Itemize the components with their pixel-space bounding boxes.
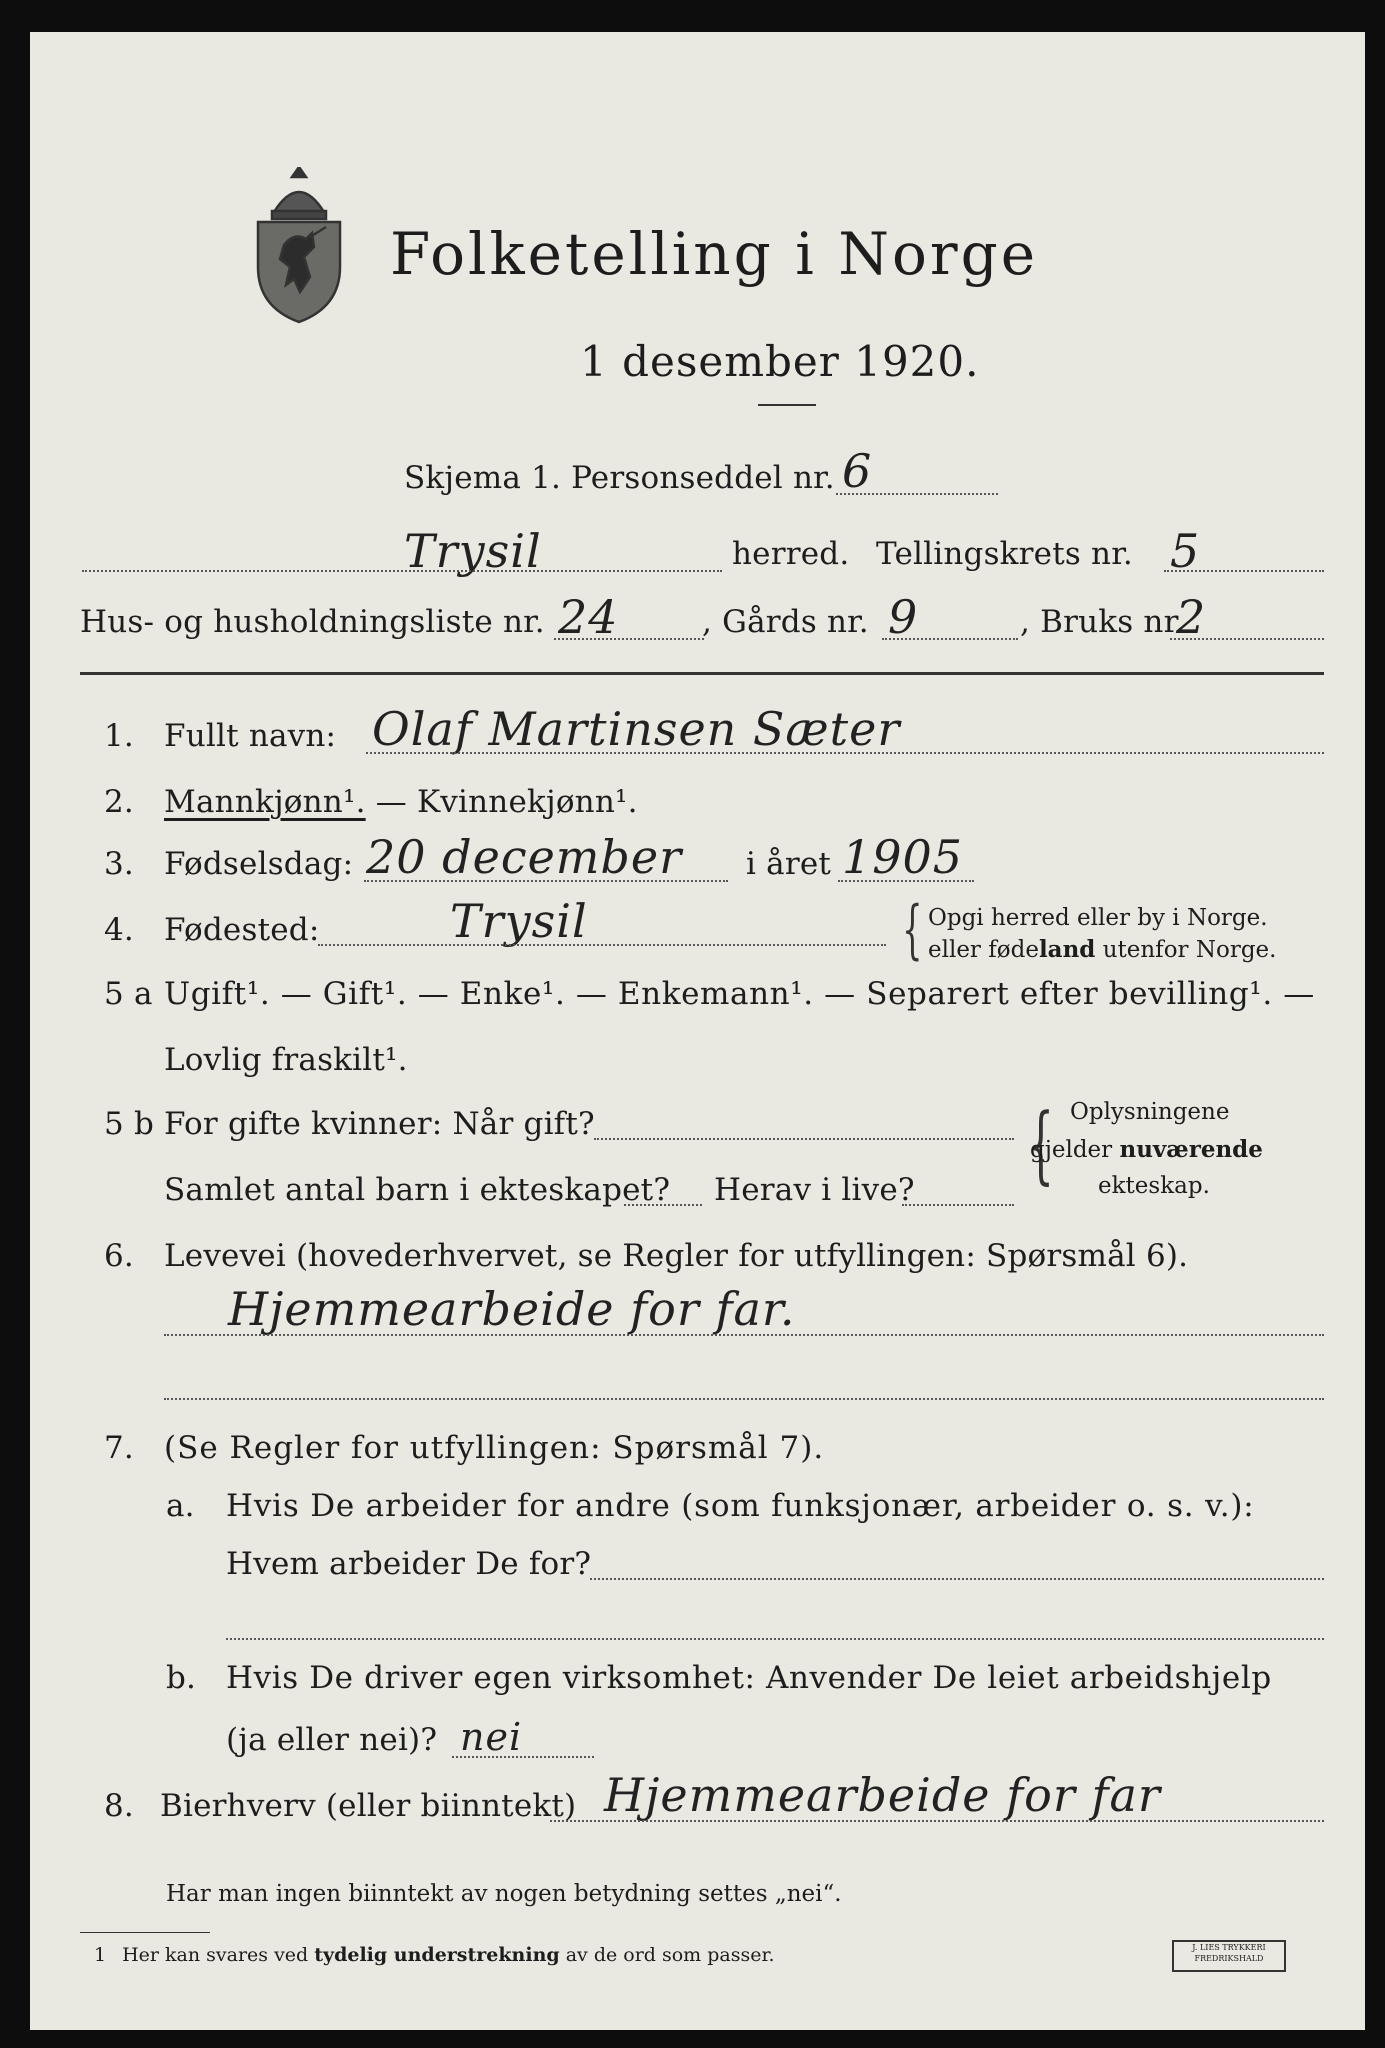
q1-label: Fullt navn: xyxy=(164,718,337,754)
tellingskrets-label: Tellingskrets nr. xyxy=(876,536,1133,572)
sex-options: Mannkjønn¹. — Kvinnekjønn¹. xyxy=(164,784,638,820)
q5a-number: 5 a xyxy=(104,976,153,1012)
q7a-question: Hvis De arbeider for andre (som funksjonær, arbeider o. s. v.): xyxy=(226,1488,1255,1524)
census-form: Folketelling i Norge 1 desember 1920. Skjema 1. Personseddel nr. 6 Trysil herred. Tellingskrets nr. 5 Hus- og husholdningsliste nr. 24 , Gårds nr. 9 , Bruks nr. 2 1. Fullt navn: Olaf Martinsen Sæter 2. Mannkjønn¹. — Kvinnekjønn¹. 3. Fødselsdag: 20 december i året 1905 4. Fødested: Trysil { Opgi herred eller by i Norge. eller fødeland utenfor Norge. 5 a Ugift¹. — Gift¹. — Enke¹. — Enkemann¹. — Separert efter bevilling¹. — Lovlig fraskilt¹. 5 b For gifte kvinner: Når gift? Samlet antal barn i ekteskapet? Herav i live? { Oplysningene gjelder nuværende ekteskap. 6. Levevei (hovederhvervet, se Regler for utfyllingen: Spørsmål 6). Hjemmearbeide for far. 7. (Se Regler for utfyllingen: Spørsmål 7). a. Hvis De arbeider for andre (som funksjonær, arbeider o. s. v.): Hvem arbeider De for? b. Hvis De driver egen virksomhet: Anvender De leiet arbeidshjelp (ja eller nei)? nei 8. Bierhverv (eller biinntekt) Hjemmearbeide for far Har man ingen biinntekt av nogen betydning settes „nei“. 1 Her kan svares ved tydelig understrekning av de ord som passer. J. LIES TRYKKERI FREDRIKSHALD xyxy=(30,32,1365,2030)
q4-number: 4. xyxy=(104,912,134,948)
q2-number: 2. xyxy=(104,784,134,820)
occupation-label: Levevei (hovederhvervet, se Regler for utfyllingen: Spørsmål 6). xyxy=(164,1238,1189,1274)
marriage-note-1: Oplysningene xyxy=(1070,1099,1230,1125)
q7b-letter: b. xyxy=(166,1660,197,1696)
tellingskrets-nr-value[interactable]: 5 xyxy=(1170,524,1201,578)
q1-number: 1. xyxy=(104,718,134,754)
birthplace-note-1: Opgi herred eller by i Norge. xyxy=(928,905,1268,931)
q7-number: 7. xyxy=(104,1430,134,1466)
herred-label: herred. xyxy=(732,536,850,572)
birth-year-value[interactable]: 1905 xyxy=(842,830,964,884)
gards-nr-value[interactable]: 9 xyxy=(888,590,919,644)
birthplace-note-2: eller fødeland utenfor Norge. xyxy=(928,936,1277,963)
q7a-employer-label: Hvem arbeider De for? xyxy=(226,1546,592,1582)
herred-value[interactable]: Trysil xyxy=(404,524,542,578)
coat-of-arms-icon xyxy=(244,167,354,325)
sex-female-option[interactable]: Kvinnekjønn¹. xyxy=(416,784,638,820)
sex-male-option[interactable]: Mannkjønn¹. xyxy=(164,784,366,820)
header-rule xyxy=(80,672,1324,675)
hired-help-value[interactable]: nei xyxy=(460,1715,523,1759)
husholdningsliste-nr-value[interactable]: 24 xyxy=(558,590,619,644)
married-when-label: For gifte kvinner: Når gift? xyxy=(164,1106,595,1142)
q3-number: 3. xyxy=(104,846,134,882)
full-name-value[interactable]: Olaf Martinsen Sæter xyxy=(372,702,901,756)
title-divider xyxy=(758,404,816,406)
footnote: 1 Her kan svares ved tydelig understrekning av de ord som passer. xyxy=(94,1944,775,1966)
marriage-note-3: ekteskap. xyxy=(1098,1173,1210,1199)
q7b-question: Hvis De driver egen virksomhet: Anvender De leiet arbeidshjelp xyxy=(226,1660,1272,1696)
q5b-number: 5 b xyxy=(104,1106,155,1142)
q7b-yes-no-label: (ja eller nei)? xyxy=(226,1722,438,1758)
side-income-note: Har man ingen biinntekt av nogen betydning settes „nei“. xyxy=(166,1881,842,1907)
note-brace: { xyxy=(902,893,923,967)
divorced-option[interactable]: Lovlig fraskilt¹. xyxy=(164,1042,408,1078)
year-label: i året xyxy=(746,846,832,882)
skjema-label: Skjema 1. Personseddel nr. xyxy=(404,460,835,496)
birthplace-value[interactable]: Trysil xyxy=(450,894,588,948)
q7a-letter: a. xyxy=(166,1488,195,1524)
form-title: Folketelling i Norge xyxy=(390,220,1039,288)
census-date: 1 desember 1920. xyxy=(580,337,980,386)
children-count-label: Samlet antal barn i ekteskapet? xyxy=(164,1172,671,1208)
husholdningsliste-label: Hus- og husholdningsliste nr. xyxy=(80,604,545,640)
q3-label: Fødselsdag: xyxy=(164,846,354,882)
marital-status-options[interactable]: Ugift¹. — Gift¹. — Enke¹. — Enkemann¹. — Separert efter bevilling¹. — xyxy=(164,976,1315,1012)
personseddel-nr-value[interactable]: 6 xyxy=(842,444,873,498)
bruks-nr-value[interactable]: 2 xyxy=(1176,590,1207,644)
bruks-label: , Bruks nr. xyxy=(1020,604,1186,640)
side-income-value[interactable]: Hjemmearbeide for far xyxy=(604,1768,1161,1822)
birthday-value[interactable]: 20 december xyxy=(366,830,683,884)
side-income-label: Bierhverv (eller biinntekt) xyxy=(160,1788,577,1824)
children-alive-label: Herav i live? xyxy=(714,1172,915,1208)
gards-label: , Gårds nr. xyxy=(702,604,869,640)
printer-stamp: J. LIES TRYKKERI FREDRIKSHALD xyxy=(1172,1940,1286,1972)
marriage-note-2: gjelder nuværende xyxy=(1030,1136,1263,1163)
q6-number: 6. xyxy=(104,1238,134,1274)
occupation-value[interactable]: Hjemmearbeide for far. xyxy=(228,1282,796,1336)
q4-label: Fødested: xyxy=(164,912,320,948)
q8-number: 8. xyxy=(104,1788,134,1824)
q7-label: (Se Regler for utfyllingen: Spørsmål 7). xyxy=(164,1430,825,1466)
